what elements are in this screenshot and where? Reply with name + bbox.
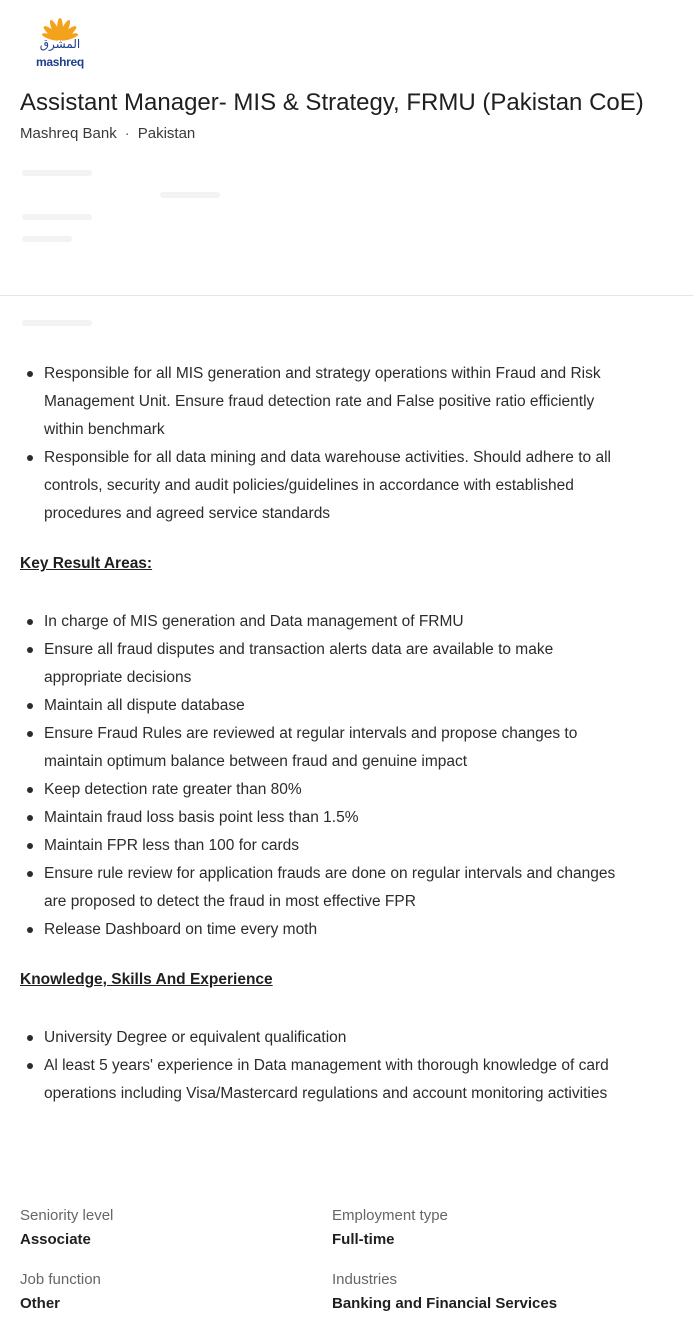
bullet-item: In charge of MIS generation and Data management of FRMU: [20, 608, 620, 636]
criteria-value: Associate: [20, 1231, 91, 1248]
employment-type: [332, 1204, 632, 1252]
bullet-item: Ensure rule review for application frauds are done on regular intervals and changes are proposed to detect the fraud in most effective FPR: [20, 860, 620, 916]
criteria-label: Job function: [20, 1271, 101, 1288]
bullet-item: Maintain fraud loss basis point less than 1.5%: [20, 804, 620, 832]
job-description: [20, 360, 620, 1108]
industries: [332, 1268, 632, 1316]
criteria-label: Employment type: [332, 1207, 448, 1224]
criteria-label: Industries: [332, 1271, 398, 1288]
bullet-item: Release Dashboard on time every moth: [20, 916, 620, 944]
bullet-item: Maintain FPR less than 100 for cards: [20, 832, 620, 860]
criteria-value: Other: [20, 1295, 61, 1312]
criteria-value: Banking and Financial Services: [332, 1295, 558, 1312]
dot-separator: ·: [124, 125, 130, 142]
placeholder-bar: [22, 214, 92, 220]
bullet-item: University Degree or equivalent qualification: [20, 1024, 620, 1052]
placeholder-bar: [22, 320, 92, 326]
bullet-item: Keep detection rate greater than 80%: [20, 776, 620, 804]
company-location-line: [20, 124, 195, 144]
bullet-item: Al least 5 years' experience in Data management with thorough knowledge of card operations including Visa/Mastercard regulations and account monitoring activities: [20, 1052, 620, 1108]
job-function: [20, 1268, 320, 1316]
company-logo[interactable]: [30, 14, 90, 68]
logo-text: mashreq: [36, 55, 84, 69]
placeholder-bar: [160, 192, 220, 198]
bullet-item: Responsible for all data mining and data warehouse activities. Should adhere to all controls, security and audit policies/guidelines in accordance with established procedures and agreed service standards: [20, 444, 620, 528]
bullet-item: Maintain all dispute database: [20, 692, 620, 720]
job-location: Pakistan: [137, 125, 196, 142]
bullet-item: Responsible for all MIS generation and strategy operations within Fraud and Risk Management Unit. Ensure fraud detection rate and False positive ratio efficiently within benchmark: [20, 360, 620, 444]
kra-bullet-list: [20, 608, 620, 944]
job-top-card: [0, 0, 693, 296]
logo-arabic-text: المشرق: [39, 37, 81, 51]
bullet-item: Ensure all fraud disputes and transaction alerts data are available to make appropriate decisions: [20, 636, 620, 692]
key-result-areas-heading: Key Result Areas:: [20, 555, 153, 572]
placeholder-bar: [22, 170, 92, 176]
criteria-label: Seniority level: [20, 1207, 114, 1224]
seniority-level: [20, 1204, 320, 1252]
kse-bullet-list: [20, 1024, 620, 1108]
bullet-item: Ensure Fraud Rules are reviewed at regular intervals and propose changes to maintain optimum balance between fraud and genuine impact: [20, 720, 620, 776]
criteria-value: Full-time: [332, 1231, 395, 1248]
job-title: Assistant Manager- MIS & Strategy, FRMU (Pakistan CoE): [20, 89, 644, 116]
knowledge-skills-heading: Knowledge, Skills And Experience: [20, 971, 273, 988]
placeholder-bar: [22, 236, 72, 242]
company-name-link[interactable]: Mashreq Bank: [20, 125, 117, 142]
intro-bullet-list: [20, 360, 620, 528]
